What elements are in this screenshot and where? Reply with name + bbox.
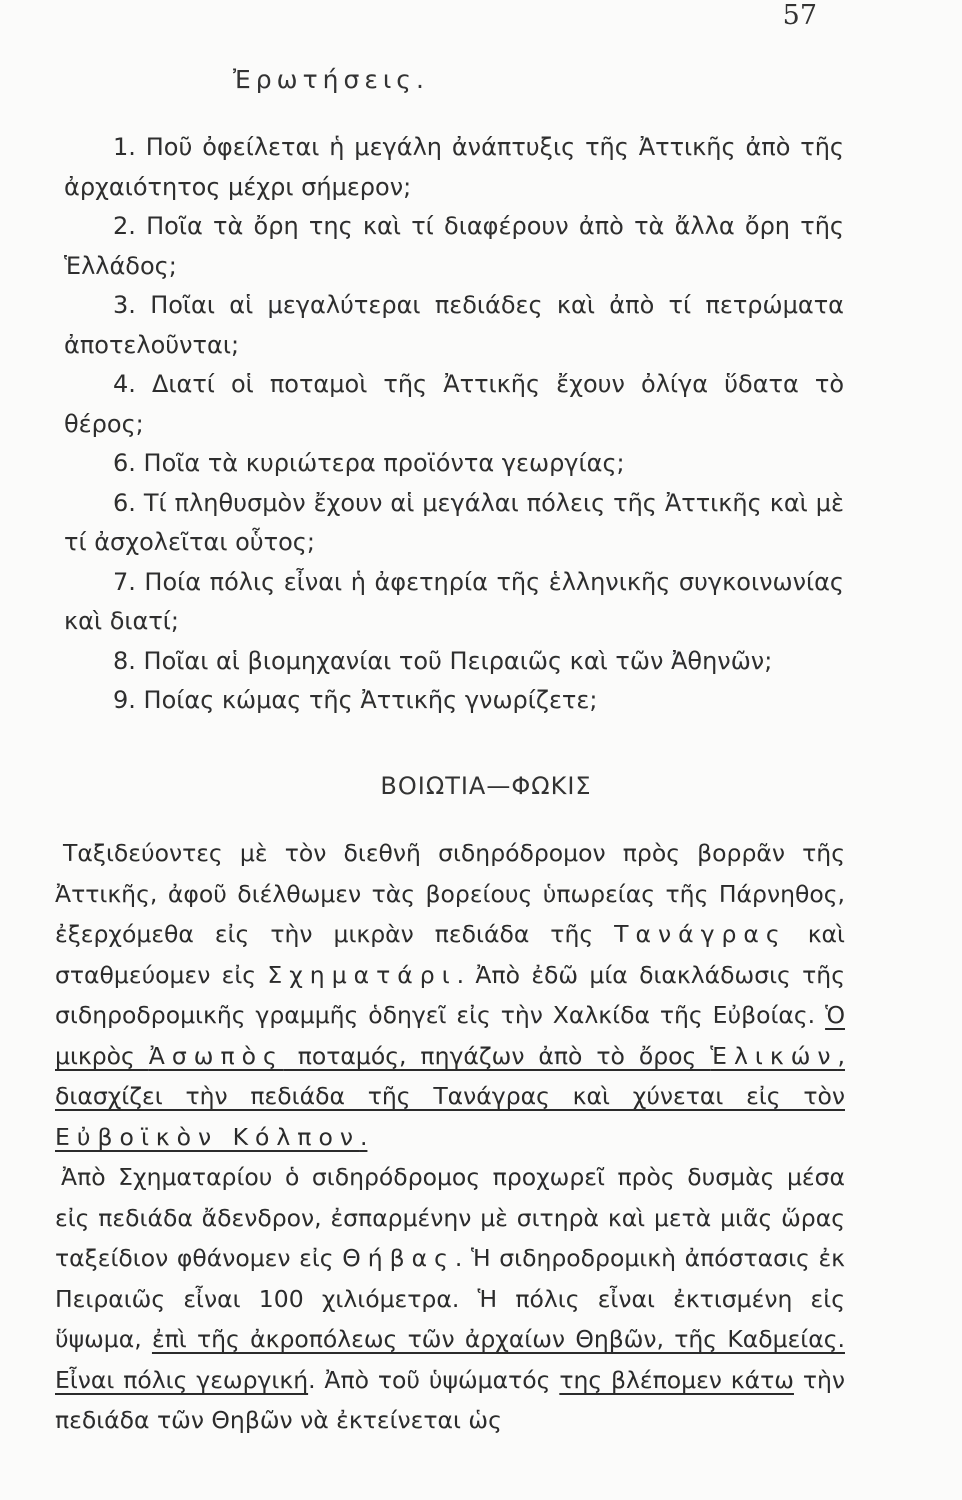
paragraph (55, 833, 845, 1157)
question-item: 4. Διατί οἱ ποταμοὶ τῆς Ἀττικῆς ἔχουν ὀλίγα ὕδατα τὸ θέρος; (64, 370, 844, 438)
underlined-text: της βλέπομεν κάτω (559, 1365, 794, 1394)
question-item: 2. Ποῖα τὰ ὄρη της καὶ τί διαφέρουν ἀπὸ τὰ ἄλλα ὄρη τῆς Ἑλλάδος; (64, 212, 844, 280)
narrative-text (55, 833, 845, 1441)
text-run: , διασχίζει τὴν πεδιάδα τῆς Τανάγρας καὶ χύνεται εἰς τὸν (55, 1041, 845, 1110)
place-name: Ἑλικών (710, 1041, 838, 1070)
text-run: Ταξιδεύοντες μὲ τὸν διεθνῆ σιδηρόδρομον πρὸς βορρᾶν τῆς Ἀττικῆς, ἀφοῦ διέλθωμεν τὰς βορείους ὑπωρείας τῆς Πάρνηθος, ἐξερχόμεθα εἰς τὴν μικρὰν πεδιάδα τῆς (55, 839, 845, 948)
question-item: 3. Ποῖαι αἱ μεγαλύτεραι πεδιάδες καὶ ἀπὸ τί πετρώματα ἀποτελοῦνται; (64, 291, 844, 359)
underlined-text: ἐπὶ τῆς ἀκροπόλεως τῶν ἀρχαίων Θηβῶν, τῆς Καδμείας. Εἶναι πόλις γεωργική (55, 1325, 845, 1394)
questions-list (64, 128, 844, 721)
page-number: 57 (782, 0, 817, 31)
chapter-title: ΒΟΙΩΤΙΑ—ΦΩΚΙΣ (380, 772, 592, 800)
text-run: . Ἀπὸ τοῦ ὑψώματός (308, 1365, 560, 1394)
question-item: 8. Ποῖαι αἱ βιομηχανίαι τοῦ Πειραιῶς καὶ τῶν Ἀθηνῶν; (113, 646, 773, 675)
text-run: Ὁ μικρὸς (55, 1001, 845, 1070)
place-name: Τανάγρας (614, 920, 787, 948)
place-name: Ἀσωπὸς (148, 1041, 284, 1070)
question-item: 9. Ποίας κώμας τῆς Ἀττικῆς γνωρίζετε; (113, 686, 598, 714)
question-item: 6. Ποῖα τὰ κυριώτερα προϊόντα γεωργίας; (113, 449, 625, 477)
question-item: 7. Ποία πόλις εἶναι ἡ ἀφετηρία τῆς ἑλληνικῆς συγκοινωνίας καὶ διατί; (64, 567, 844, 635)
section-heading: Ἐρωτήσεις. (233, 65, 429, 94)
text-run: τὴν πεδιάδα τῶν Θηβῶν νὰ ἐκτείνεται ὡς (55, 1365, 846, 1434)
place-name: Σχηματάρι (267, 960, 457, 989)
question-item: 6. Τί πληθυσμὸν ἔχουν αἱ μεγάλαι πόλεις τῆς Ἀττικῆς καὶ μὲ τί ἀσχολεῖται οὗτος; (64, 488, 844, 556)
text-run: . Ἀπὸ ἐδῶ μία διακλάδωσις τῆς σιδηροδρομικῆς γραμμῆς ὁδηγεῖ εἰς τὴν Χαλκίδα τῆς Εὐβοίας. (55, 960, 845, 1029)
text-run: ποταμός, πηγάζων ἀπὸ τὸ ὄρος (283, 1041, 711, 1070)
text-run: Ἀπὸ Σχηματαρίου ὁ σιδηρόδρομος προχωρεῖ πρὸς δυσμὰς μέσα εἰς πεδιάδα ἄδενδρον, ἐσπαρμένην μὲ σιτηρὰ καὶ μετὰ μιᾶς ὥρας ταξείδιον φθάνομεν εἰς (55, 1163, 845, 1272)
paragraph (55, 1157, 845, 1441)
place-name: Εὐβοϊκὸν Κόλπον (55, 1122, 360, 1151)
text-run: καὶ σταθμεύομεν εἰς (55, 920, 846, 989)
place-name: Θήβας (342, 1244, 455, 1272)
question-item: 1. Ποῦ ὀφείλεται ἡ μεγάλη ἀνάπτυξις τῆς Ἀττικῆς ἀπὸ τῆς ἀρχαιότητος μέχρι σήμερον; (64, 133, 844, 201)
text-run: . (359, 1122, 368, 1151)
text-run: . Ἡ σιδηροδρομικὴ ἀπόστασις ἐκ Πειραιῶς εἶναι 100 χιλιόμετρα. Ἡ πόλις εἶναι ἐκτισμένη εἰς ὕψωμα, (55, 1244, 845, 1353)
